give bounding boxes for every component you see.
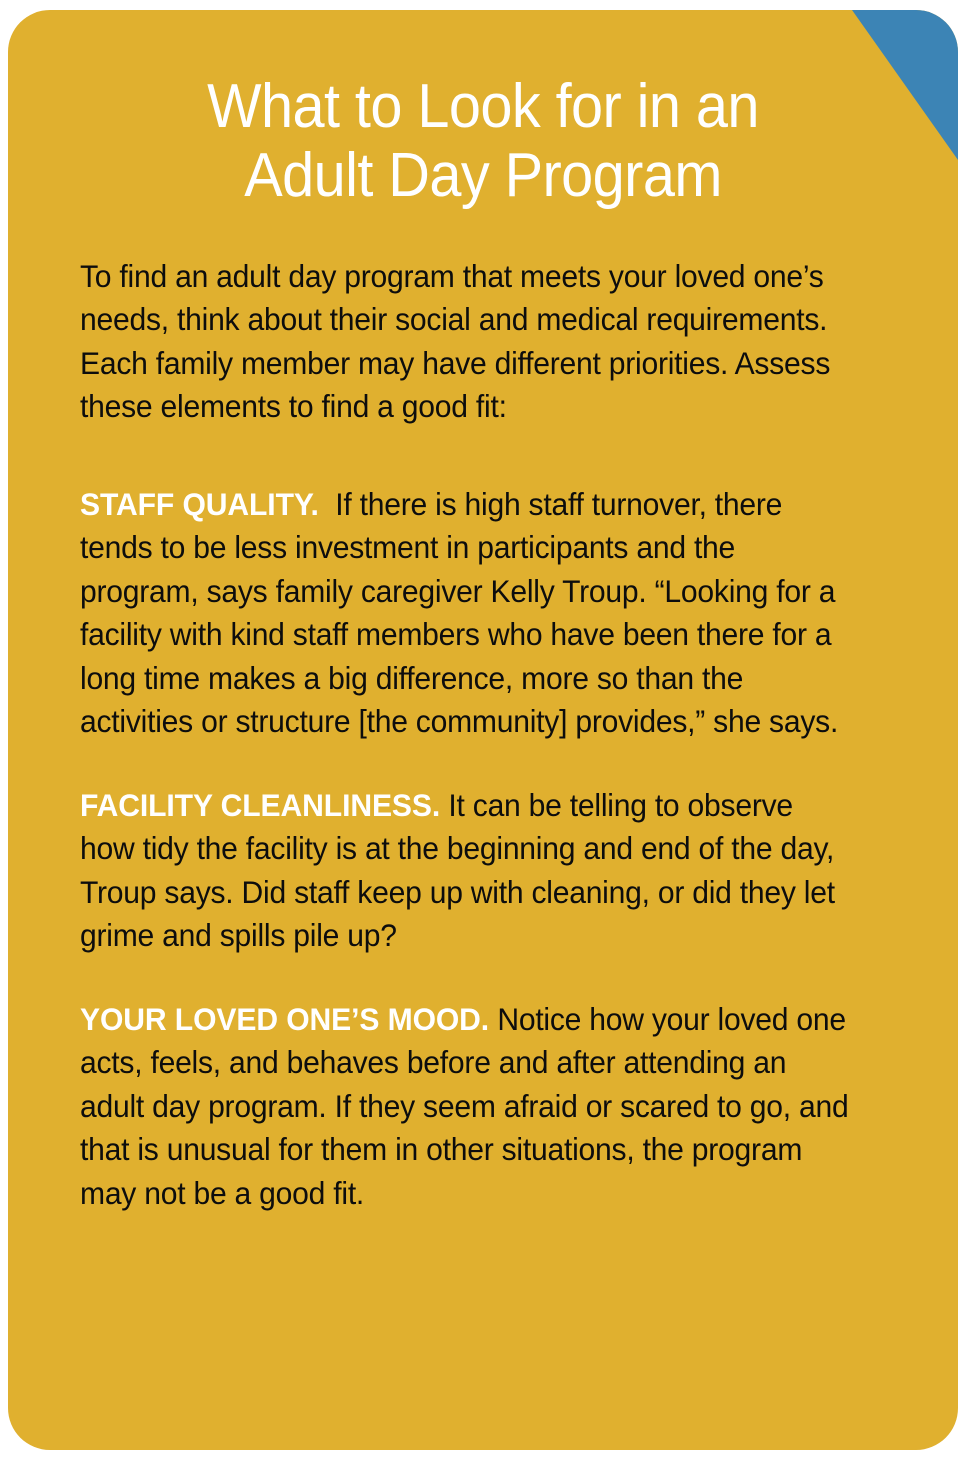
- section-label-staff-quality: STAFF QUALITY.: [80, 485, 319, 522]
- section-text-staff-quality: If there is high staff turnover, there tends to be less investment in participants and the program, says family caregiver Kelly Troup. “Looking for a facility with kind staff members who have been there for a long time makes a big difference, more so than the activities or structure [the community] provides,” she says.: [80, 485, 839, 740]
- section-text-loved-ones-mood: Notice how your loved one acts, feels, and behaves before and after attending an adult day program. If they seem afraid or scared to go, and that is unusual for them in other situations, the program may not be a good fit.: [80, 1000, 849, 1211]
- infographic-card: [8, 10, 958, 1450]
- section-label-facility-cleanliness: FACILITY CLEANLINESS.: [80, 786, 441, 823]
- section-loved-ones-mood: [80, 998, 855, 1216]
- page-title-line-1: What to Look for in an: [207, 72, 759, 141]
- section-label-loved-ones-mood: YOUR LOVED ONE’S MOOD.: [80, 1000, 490, 1037]
- lead-paragraph: To find an adult day program that meets your loved one’s needs, think about their social and medical requirements. Each family member may have different priorities. Assess these elements to find a good fit:: [80, 257, 831, 425]
- page-title: [101, 72, 865, 211]
- body-copy: [8, 255, 958, 1216]
- title-block: [8, 10, 958, 211]
- section-text-facility-cleanliness: It can be telling to observe how tidy the facility is at the beginning and end of the day, Troup says. Did staff keep up with cleaning, or did they let grime and spills pile up?: [80, 786, 835, 954]
- page-title-line-2: Adult Day Program: [244, 141, 722, 211]
- section-staff-quality: [80, 483, 855, 744]
- section-facility-cleanliness: [80, 784, 855, 958]
